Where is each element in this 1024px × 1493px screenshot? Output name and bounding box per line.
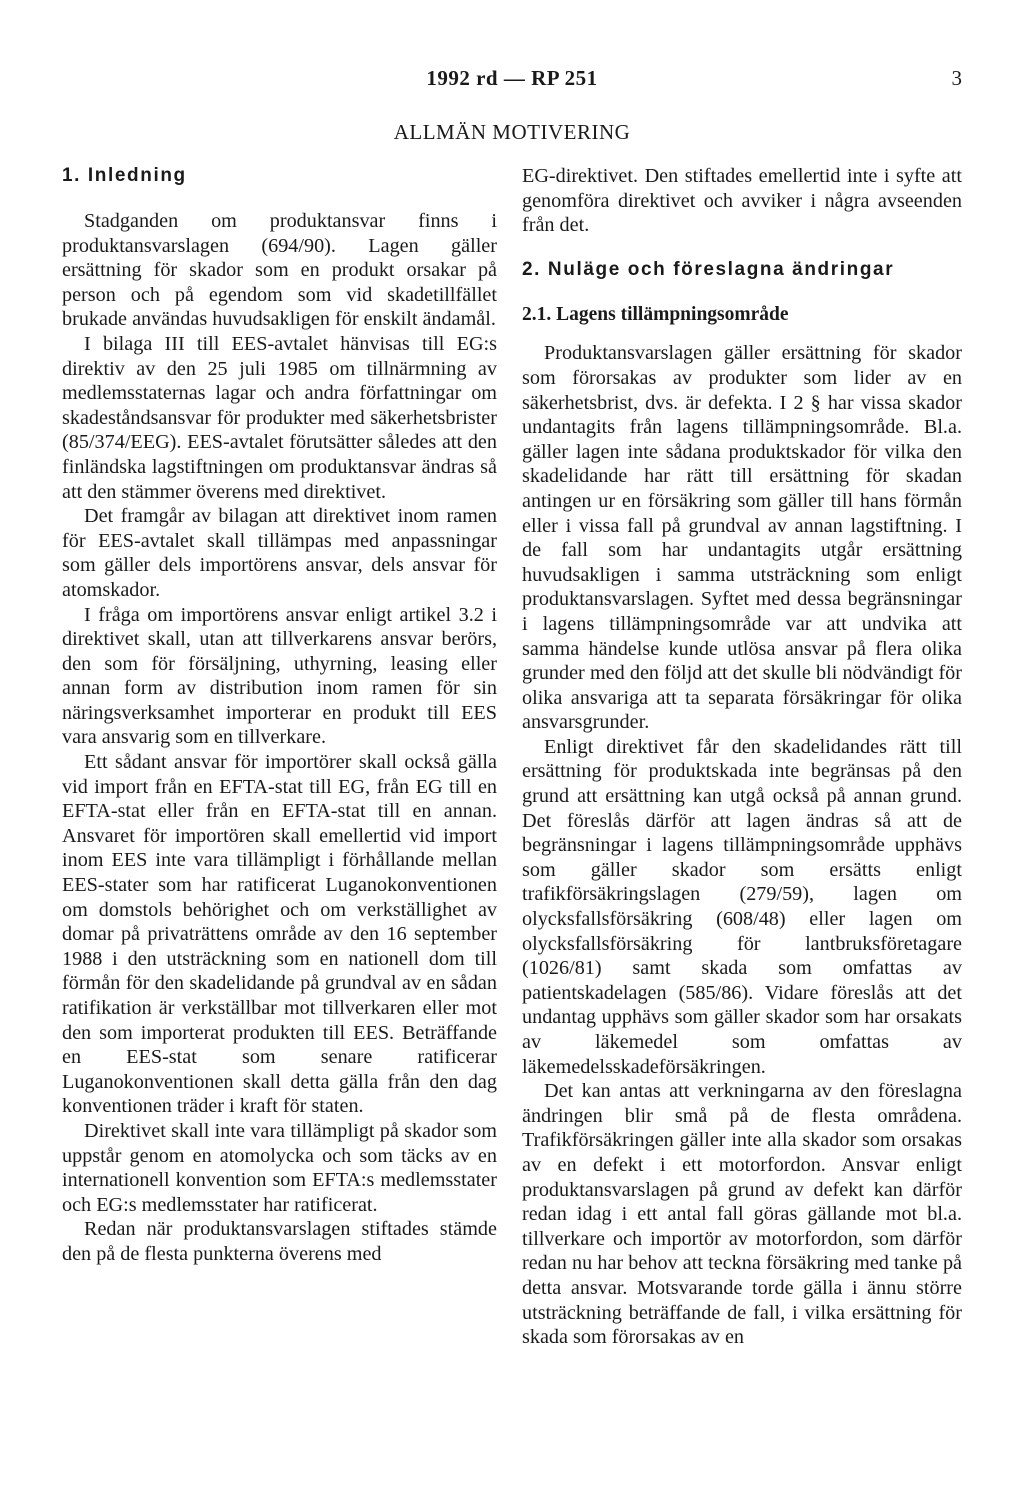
- paragraph: Stadganden om produktansvar finns i produktansvarslagen (694/90). Lagen gäller ersättning för skador som en produkt orsakar på person och på egendom som vid skadetillfället brukade användas huvudsakligen för enskilt ändamål.: [62, 210, 497, 331]
- left-column: [62, 164, 497, 1267]
- right-column: [522, 164, 962, 1350]
- paragraph: I fråga om importörens ansvar enligt artikel 3.2 i direktivet skall, utan att tillverkarens ansvar berörs, den som för försäljning, uthyrning, leasing eller annan form av distribution inom ramen för sin näringsverksamhet importerar en produkt till EES vara ansvarig som en tillverkare.: [62, 603, 497, 749]
- page-number: 3: [951, 66, 962, 90]
- paragraph: Produktansvarslagen gäller ersättning för skador som förorsakas av produkter som lider av en säkerhetsbrist, dvs. är defekta. I 2 § har vissa skador undantagits från lagens tillämpningsområde. Bl.a. gäller lagen inte sådana produktskador för vilka den skadelidande har rätt till ersättning för skadan antingen ur en försäkring som gäller till hans förmån eller i vissa fall på grundval av annan lagstiftning. I de fall som har undantagits utgår ersättning huvudsakligen i samma utsträckning som enligt produktansvarslagen. Syftet med dessa begränsningar i lagens tillämpningsområde var att undvika att samma händelse kunde utlösa ansvar på flera olika grunder med den följd att det skulle bli nödvändigt för olika ansvariga att ta separata försäkringar för olika ansvarsgrunder.: [522, 342, 962, 734]
- page-header: [0, 66, 1024, 96]
- paragraph-continued: EG-direktivet. Den stiftades emellertid inte i syfte att genomföra direktivet och avviker i några avseenden från det.: [522, 165, 962, 237]
- paragraph: Det framgår av bilagan att direktivet inom ramen för EES-avtalet skall tillämpas med anpassningar som gäller dels importörens ansvar, dels ansvar för atomskador.: [62, 505, 497, 601]
- paragraph: Ett sådant ansvar för importörer skall också gälla vid import från en EFTA-stat till EG, från EG till en EFTA-stat eller från en EFTA-stat till en annan. Ansvaret för importören skall emellertid vid import inom EES inte vara tillämpligt i förhållande mellan EES-stater som har ratificerat Luganokonventionen om domstols behörighet och om verkställighet av domar på privaträttens område av den 16 september 1988 i den utsträckning som en nationell dom till förmån för den skadelidande på grundval av en sådan ratifikation är verkställbar mot tillverkaren eller mot den som importerat produkten till EES. Beträffande en EES-stat som senare ratificerar Luganokonventionen skall detta gälla från den dag konventionen träder i kraft för staten.: [62, 751, 497, 1118]
- paragraph: Enligt direktivet får den skadelidandes rätt till ersättning för produktskada inte begränsas på den grund att ersättning kan utgå också på annan grund. Det föreslås därför att lagen ändras så att de begränsningar i lagens tillämpningsområde upphävs som gäller skador som ersätts enligt trafikförsäkringslagen (279/59), lagen om olycksfallsförsäkring (608/48) eller lagen om olycksfallsförsäkring för lantbruksföretagare (1026/81) samt skada som omfattas av patientskadelagen (585/86). Vidare föreslås att det undantag upphävs som gäller skador som har orsakats av läkemedel som omfattas av läkemedelsskadeförsäkringen.: [522, 735, 962, 1078]
- heading-nulage: 2. Nuläge och föreslagna ändringar: [522, 258, 895, 280]
- paragraph: Det kan antas att verkningarna av den föreslagna ändringen blir små på de flesta områdena. Trafikförsäkringen gäller inte alla skador som orsakas av en defekt i ett motorfordon. Ansvar enligt produktansvarslagen på grund av defekt kan därför redan idag i ett antal fall göras gällande mot bl.a. tillverkare och importör av motorfordon, som därför redan nu har behov att teckna försäkring med tanke på detta ansvar. Motsvarande torde gälla i ännu större utsträckning beträffande de fall, i vilka ersättning för skada som förorsakas av en: [522, 1080, 962, 1349]
- paragraph: I bilaga III till EES-avtalet hänvisas till EG:s direktiv av den 25 juli 1985 om tillnärmning av medlemsstaternas lagar och andra författningar om skadeståndsansvar för produkter med säkerhetsbrister (85/374/EEG). EES-avtalet förutsätter således att den finländska lagstiftningen om produktansvar ändras så att den stämmer överens med direktivet.: [62, 332, 497, 503]
- heading-inledning: 1. Inledning: [62, 165, 187, 186]
- running-head: 1992 rd — RP 251: [426, 66, 598, 90]
- paragraph: Redan när produktansvarslagen stiftades stämde den på de flesta punkterna överens med: [62, 1218, 497, 1265]
- section-title: ALLMÄN MOTIVERING: [393, 120, 631, 144]
- paragraph: Direktivet skall inte vara tillämpligt på skador som uppstår genom en atomolycka och som täcks av en internationell konvention som EFTA:s medlemsstater och EG:s medlemsstater har ratificerat.: [62, 1119, 497, 1216]
- subheading-tillampningsomrade: 2.1. Lagens tillämpningsområde: [522, 303, 789, 325]
